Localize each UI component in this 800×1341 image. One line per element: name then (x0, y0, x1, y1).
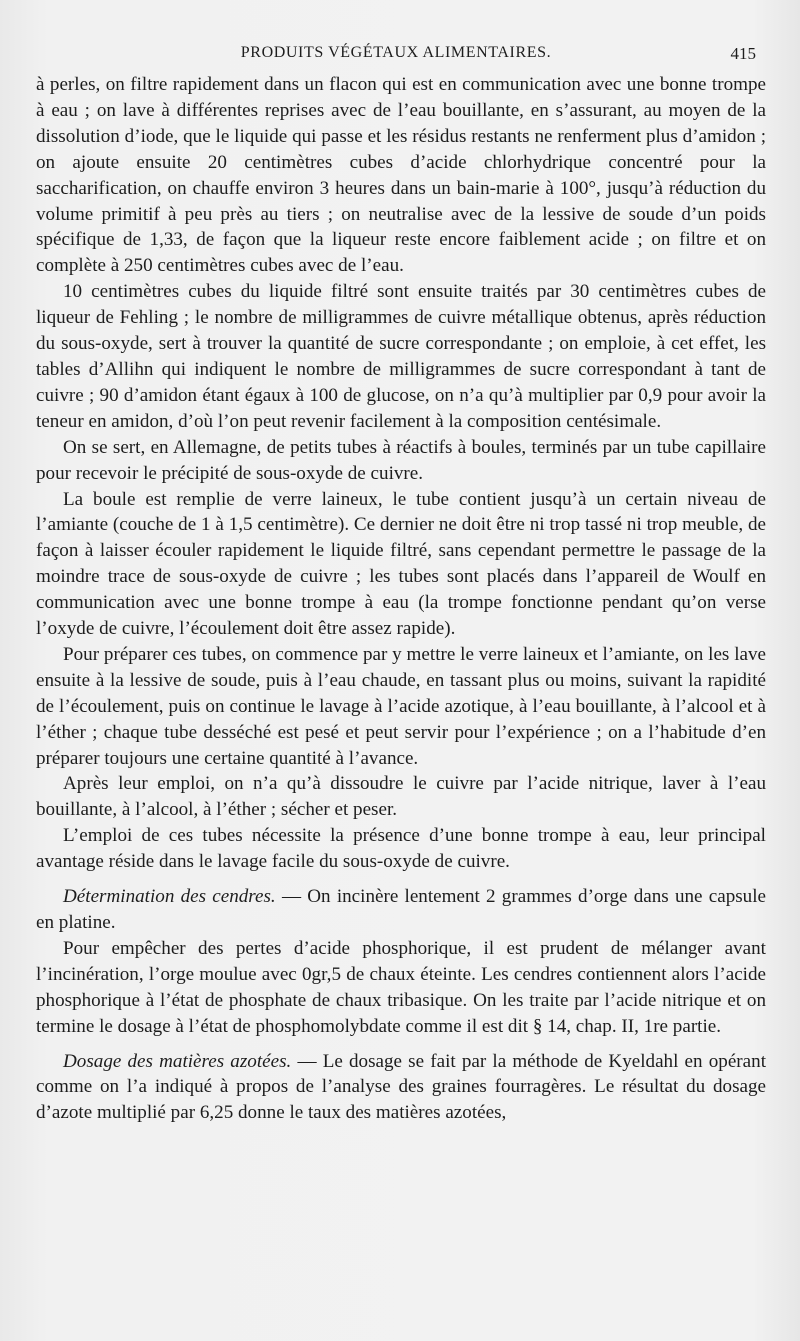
paragraph: à perles, on filtre rapidement dans un flacon qui est en communication avec une bonne trompe à eau ; on lave à différentes reprises avec de l’eau bouillante, en s’assurant, au moyen de la dissolution d’iode, que le liquide qui passe et les résidus restants ne renferment plus d’amidon ; on ajoute ensuite 20 centimètres cubes d’acide chlorhydrique concentré pour la saccharification, on chauffe environ 3 heures dans un bain-marie à 100°, jusqu’à réduction du volume primitif à peu près au tiers ; on neutralise avec de la lessive de soude d’un poids spécifique de 1,33, de façon que la liqueur reste encore faiblement acide ; on filtre et on complète à 250 centimètres cubes avec de l’eau. (36, 74, 766, 277)
paragraph: Pour préparer ces tubes, on commence par y mettre le verre laineux et l’amiante, on les lave ensuite à la lessive de soude, puis à l’eau chaude, en tassant plus ou moins, suivant la rapidité de l’écoulement, puis on continue le lavage à l’acide azotique, à l’eau bouillante, à l’alcool et à l’éther ; chaque tube desséché est pesé et peut servir pour l’expérience ; on a l’habitude d’en préparer toujours une certaine quantité à l’avance. (36, 643, 766, 769)
paragraph: 10 centimètres cubes du liquide filtré sont ensuite traités par 30 centimètres cubes de liqueur de Fehling ; le nombre de milligrammes de cuivre métallique obtenus, après réduction du sous-oxyde, sert à trouver la quantité de sucre correspondante ; on emploie, à cet effet, les tables d’Allihn qui indiquent le nombre de milligrammes de sucre correspondant à tant de cuivre ; 90 d’amidon étant égaux à 100 de glucose, on n’a qu’à multiplier par 0,9 pour avoir la teneur en amidon, d’où l’on peut revenir facilement à la composition centésimale. (36, 281, 766, 432)
paragraph: Pour empêcher des pertes d’acide phosphorique, il est prudent de mélanger avant l’incinération, l’orge moulue avec 0gr,5 de chaux éteinte. Les cendres contiennent alors l’acide phosphorique à l’état de phosphate de chaux tribasique. On les traite par l’acide nitrique et on termine le dosage à l’état de phosphomolybdate comme il est dit § 14, chap. II, 1re partie. (36, 937, 766, 1037)
paragraph: On se sert, en Allemagne, de petits tubes à réactifs à boules, terminés par un tube capillaire pour recevoir le précipité de sous-oxyde de cuivre. (36, 436, 766, 484)
section-heading: Détermination des cendres. (63, 886, 276, 908)
section-heading: Dosage des matières azotées. (63, 1050, 292, 1072)
section-paragraph (36, 1049, 766, 1127)
page-header (36, 42, 756, 70)
section-text: — Le dosage se fait par la méthode de Kyeldahl en opérant comme on l’a indiqué à propos de l’analyse des graines fourragères. Le résultat du dosage d’azote multiplié par 6,25 donne le taux des matières azotées, (36, 1050, 766, 1124)
running-head: PRODUITS VÉGÉTAUX ALIMENTAIRES. (240, 44, 552, 61)
paragraph: Après leur emploi, on n’a qu’à dissoudre le cuivre par l’acide nitrique, laver à l’eau bouillante, à l’alcool, à l’éther ; sécher et peser. (36, 773, 766, 821)
paragraph: La boule est remplie de verre laineux, le tube contient jusqu’à un certain niveau de l’amiante (couche de 1 à 1,5 centimètre). Ce dernier ne doit être ni trop tassé ni trop meuble, de façon à laisser écouler rapidement le liquide filtré, sans cependant permettre le passage de la moindre trace de sous-oxyde de cuivre ; les tubes sont placés dans l’appareil de Woulf en communication avec une bonne trompe à eau (la trompe fonctionne pendant qu’on verse l’oxyde de cuivre, l’écoulement doit être assez rapide). (36, 488, 766, 640)
paragraph: L’emploi de ces tubes nécessite la présence d’une bonne trompe à eau, leur principal avantage réside dans le lavage facile du sous-oxyde de cuivre. (36, 825, 766, 873)
section-text: — On incinère lentement 2 grammes d’orge dans une capsule en platine. (36, 886, 767, 933)
body-text (36, 72, 766, 1126)
page-number: 415 (730, 44, 756, 63)
section-paragraph (36, 884, 766, 936)
